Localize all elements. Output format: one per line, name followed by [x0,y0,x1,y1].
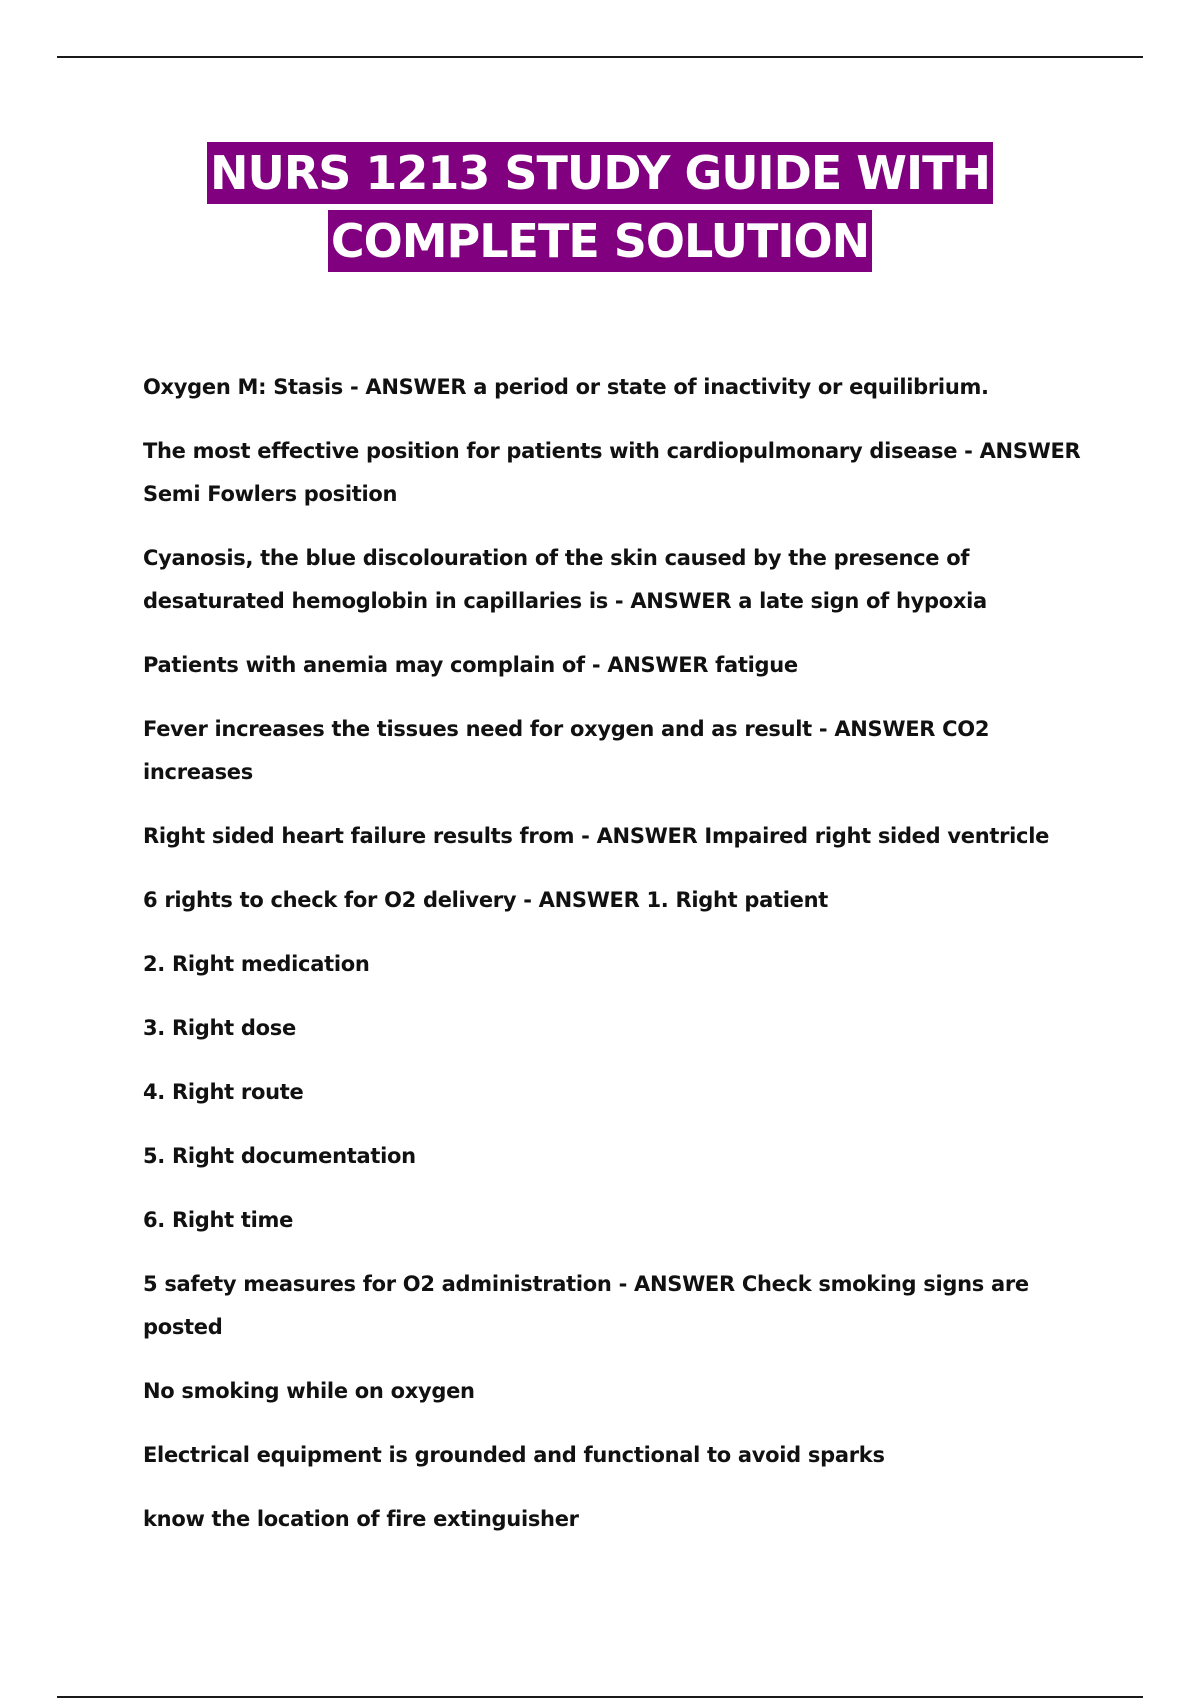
paragraph: Oxygen M: Stasis - ANSWER a period or state of inactivity or equilibrium. [143,375,989,399]
document-title [0,142,1200,272]
paragraph: Patients with anemia may complain of - ANSWER fatigue [143,653,798,677]
paragraph: Right sided heart failure results from - ANSWER Impaired right sided ventricle [143,824,1050,848]
title-line-2: COMPLETE SOLUTION [328,210,872,272]
title-line-1: NURS 1213 STUDY GUIDE WITH [207,142,993,204]
paragraph: No smoking while on oxygen [143,1379,475,1403]
top-rule [57,56,1143,58]
document-body [143,366,1103,1562]
paragraph: 5. Right documentation [143,1144,416,1168]
paragraph: 6. Right time [143,1208,294,1232]
paragraph: 3. Right dose [143,1016,296,1040]
paragraph: 6 rights to check for O2 delivery - ANSWER 1. Right patient [143,888,828,912]
paragraph: Fever increases the tissues need for oxygen and as result - ANSWER CO2 increases [143,717,990,784]
paragraph: The most effective position for patients with cardiopulmonary disease - ANSWER Semi Fowlers position [143,439,1081,506]
paragraph: 5 safety measures for O2 administration - ANSWER Check smoking signs are posted [143,1272,1029,1339]
paragraph: 2. Right medication [143,952,370,976]
paragraph: 4. Right route [143,1080,304,1104]
paragraph: know the location of fire extinguisher [143,1507,579,1531]
bottom-rule [57,1696,1143,1698]
paragraph: Cyanosis, the blue discolouration of the skin caused by the presence of desaturated hemoglobin in capillaries is - ANSWER a late sign of hypoxia [143,546,987,613]
paragraph: Electrical equipment is grounded and functional to avoid sparks [143,1443,885,1467]
